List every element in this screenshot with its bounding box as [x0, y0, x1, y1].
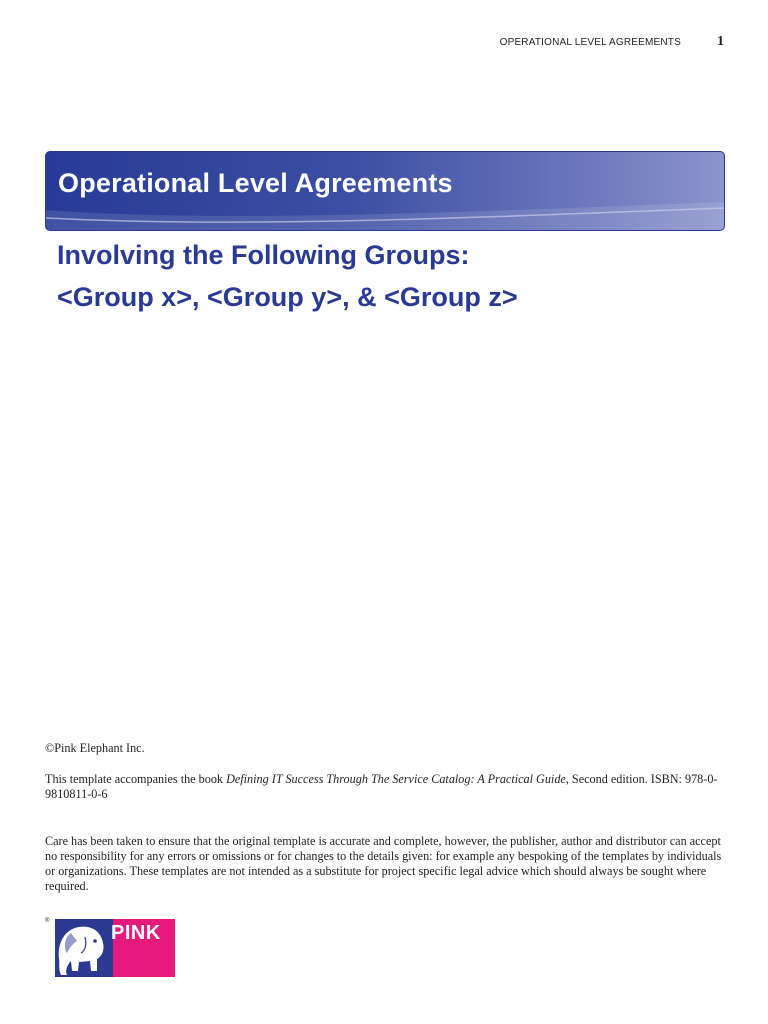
banner-title: Operational Level Agreements	[58, 168, 453, 198]
subtitle-line-2: <Group x>, <Group y>, & <Group z>	[57, 282, 518, 312]
book-suffix: , Second edition. ISBN: 978-0-9810811-0-6	[45, 772, 718, 801]
subtitle	[57, 234, 518, 318]
copyright-notice: ©Pink Elephant Inc.	[45, 741, 145, 755]
registered-mark: ®	[45, 918, 50, 924]
book-reference	[45, 772, 725, 802]
title-banner	[45, 151, 725, 231]
logo-pink-block	[113, 919, 175, 977]
subtitle-line-1: Involving the Following Groups:	[57, 240, 470, 270]
logo-wordmark: PINK	[111, 922, 161, 944]
disclaimer: Care has been taken to ensure that the original template is accurate and complete, however, the publisher, author and distributor can accept no responsibility for any errors or omissions or for changes to the details given: for example any bespoking of the templates by individuals or organizations. These templates are not intended as a substitute for project specific legal advice which should always be sought where required.	[45, 834, 722, 893]
book-title: Defining IT Success Through The Service Catalog: A Practical Guide	[226, 772, 566, 786]
running-header	[500, 34, 724, 50]
pink-elephant-logo	[55, 919, 175, 977]
book-prefix: This template accompanies the book	[45, 772, 227, 786]
elephant-icon	[55, 919, 113, 977]
running-title: OPERATIONAL LEVEL AGREEMENTS	[499, 37, 681, 48]
page-number: 1	[717, 34, 724, 49]
footer-text	[45, 741, 725, 894]
